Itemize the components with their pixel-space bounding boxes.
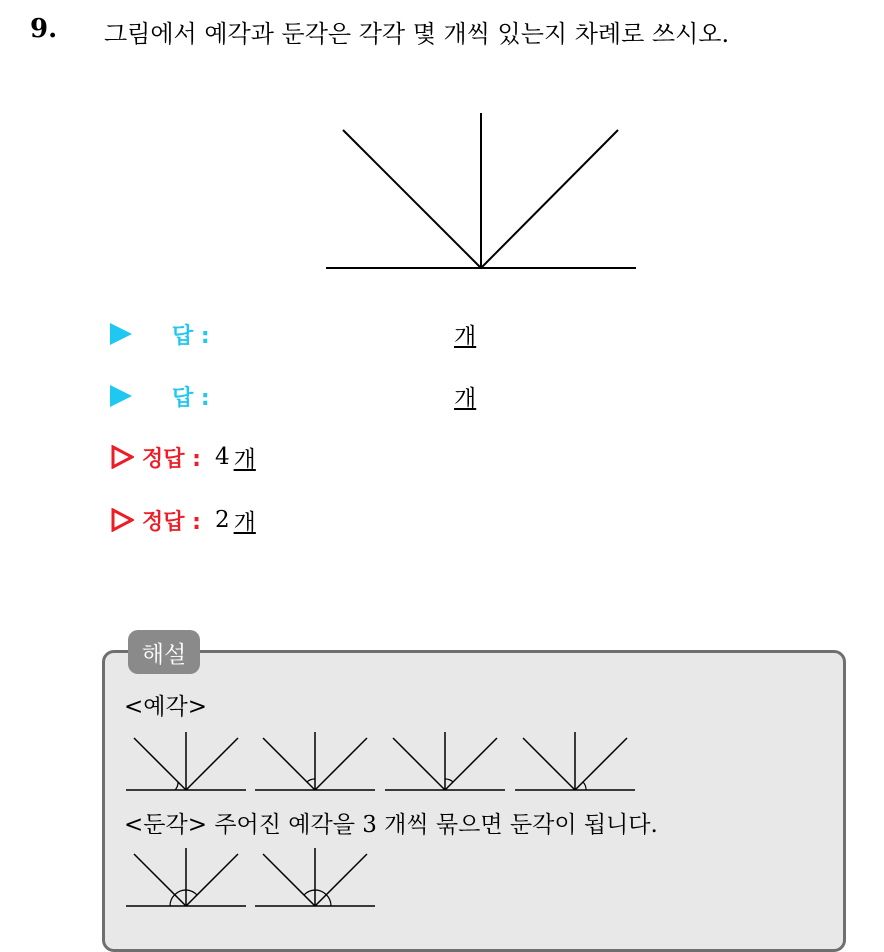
answer-label: 답 :: [172, 323, 210, 349]
correct-answer-unit: 개: [233, 509, 256, 536]
explanation-tab: 해설: [128, 630, 200, 674]
correct-answer-label: 정답 :: [142, 509, 201, 535]
obtuse-angle-figure-1: [126, 846, 248, 908]
acute-angle-figure-3: [385, 730, 507, 792]
correct-answer-unit: 개: [233, 446, 256, 473]
triangle-outline-icon: [110, 508, 134, 532]
ray-left: [343, 130, 481, 268]
triangle-marker-icon: [110, 323, 132, 345]
correct-answer-value: 4: [214, 444, 230, 470]
angle-figure: [320, 108, 640, 273]
obtuse-explanation: <둔각> 주어진 예각을 3 개씩 묶으면 둔각이 됩니다.: [124, 812, 658, 838]
question-number: 9.: [30, 14, 58, 44]
ray-right: [481, 130, 618, 268]
correct-answer-label: 정답 :: [142, 446, 201, 472]
answer-row-2: [110, 379, 510, 413]
answer-unit: 개: [454, 385, 477, 412]
question-text: 그림에서 예각과 둔각은 각각 몇 개씩 있는지 차례로 쓰시오.: [104, 20, 730, 48]
triangle-marker-icon: [110, 385, 132, 407]
answer-unit: 개: [454, 323, 477, 350]
acute-angle-figure-2: [255, 730, 377, 792]
obtuse-angle-figure-2: [255, 846, 377, 908]
correct-answer-row-1: [110, 440, 256, 474]
acute-heading: <예각>: [124, 694, 207, 720]
acute-angle-figure-4: [515, 730, 637, 792]
correct-answer-value: 2: [214, 507, 230, 533]
acute-angle-figure-1: [126, 730, 248, 792]
correct-answer-row-2: [110, 503, 256, 537]
triangle-outline-icon: [110, 445, 134, 469]
answer-label: 답 :: [172, 385, 210, 411]
answer-row-1: [110, 317, 510, 351]
